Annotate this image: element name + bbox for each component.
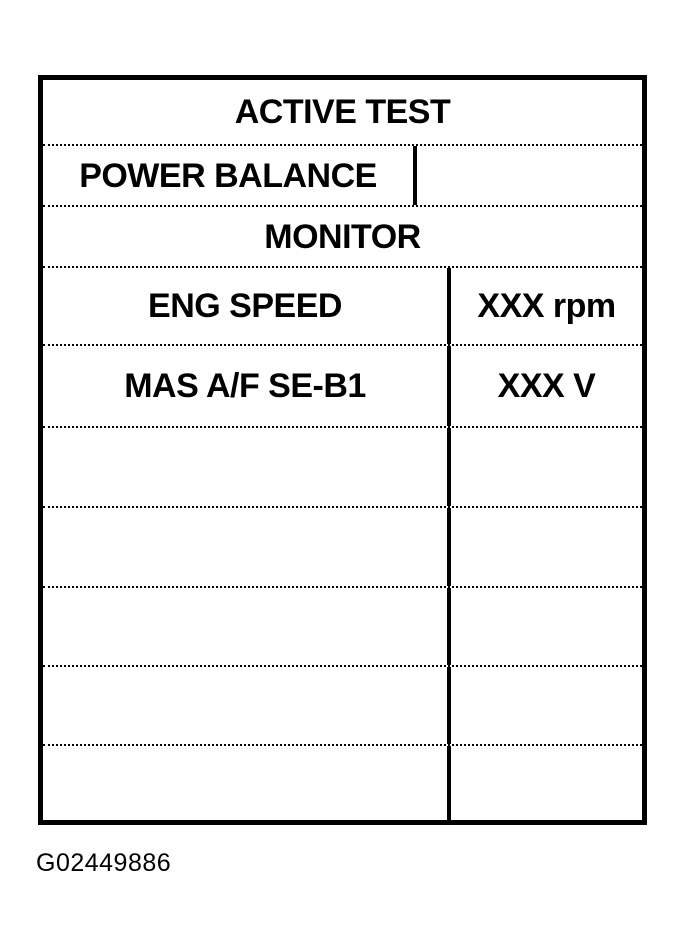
param-value: XXX rpm [477, 287, 616, 325]
table-row [43, 667, 642, 746]
param-value-cell [451, 268, 642, 344]
param-value: XXX V [497, 367, 596, 405]
param-value-cell [451, 588, 642, 665]
active-test-header-row [43, 80, 642, 146]
table-row [43, 746, 642, 820]
table-row [43, 508, 642, 588]
param-value-cell [451, 346, 642, 426]
figure-code: G02449886 [36, 849, 172, 877]
param-value-cell [451, 667, 642, 744]
monitor-title: MONITOR [264, 217, 421, 256]
param-label-cell [43, 746, 451, 820]
power-balance-label-cell [43, 146, 417, 205]
param-label-cell [43, 667, 451, 744]
power-balance-value-cell [417, 146, 642, 205]
param-label: MAS A/F SE-B1 [124, 367, 366, 405]
param-label-cell [43, 346, 451, 426]
table-row [43, 428, 642, 508]
active-test-header-cell [43, 80, 642, 144]
param-label-cell [43, 508, 451, 586]
active-test-title: ACTIVE TEST [234, 93, 451, 131]
param-label-cell [43, 268, 451, 344]
table-row [43, 268, 642, 346]
param-value-cell [451, 428, 642, 506]
table-row [43, 346, 642, 428]
scan-tool-display-table [38, 75, 647, 825]
param-value-cell [451, 746, 642, 820]
param-label-cell [43, 428, 451, 506]
power-balance-label: POWER BALANCE [79, 156, 377, 195]
monitor-header-row [43, 207, 642, 268]
param-value-cell [451, 508, 642, 586]
param-label: ENG SPEED [148, 287, 342, 325]
monitor-header-cell [43, 207, 642, 266]
table-row [43, 588, 642, 667]
param-label-cell [43, 588, 451, 665]
power-balance-row [43, 146, 642, 207]
